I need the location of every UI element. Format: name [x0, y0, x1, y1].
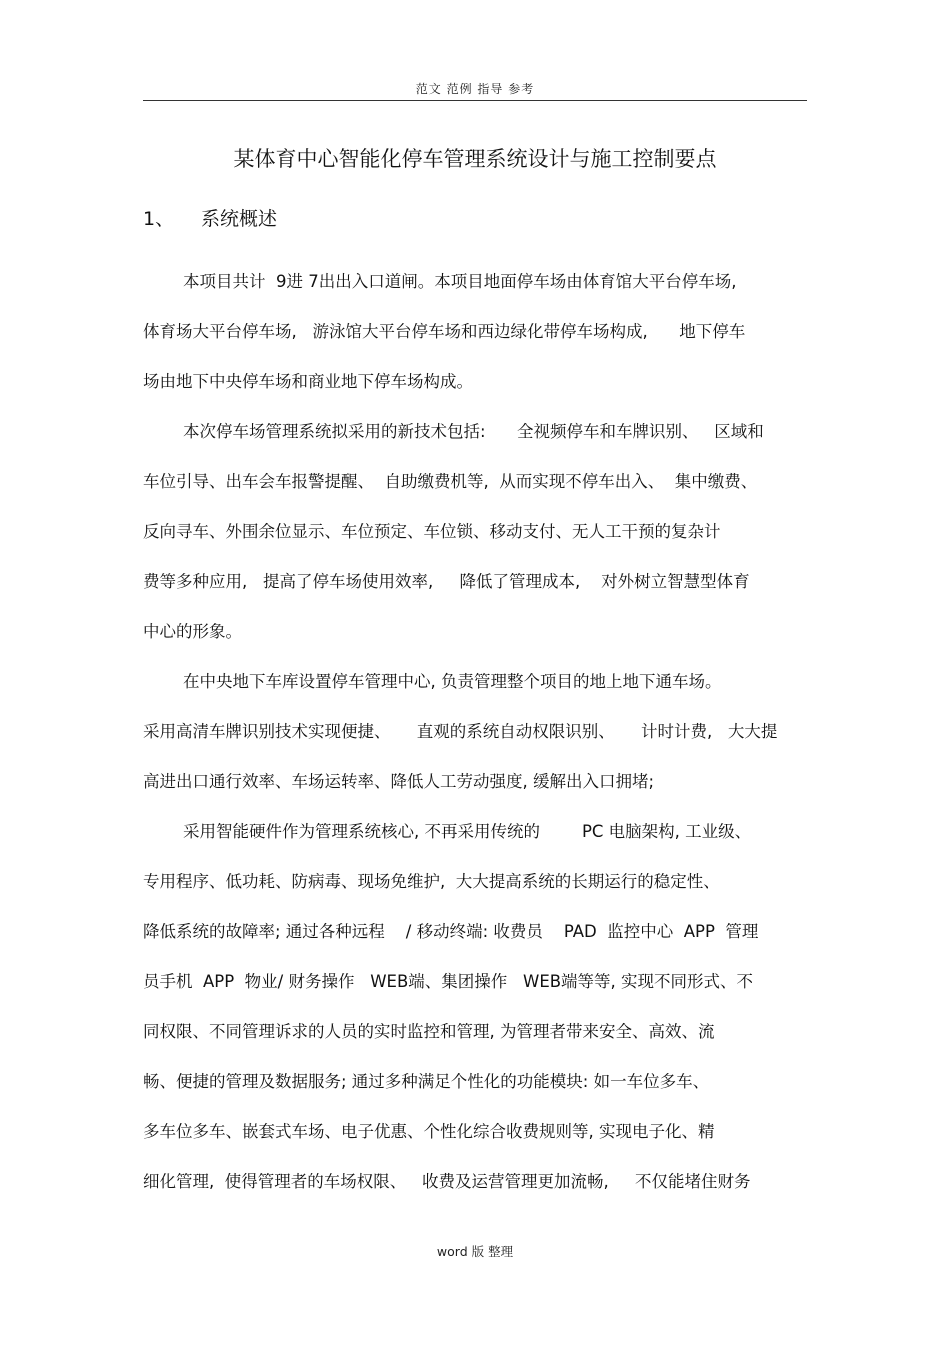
paragraph-line: 采用智能硬件作为管理系统核心, 不再采用传统的 PC 电脑架构, 工业级、: [183, 822, 752, 841]
section-heading: [143, 204, 277, 231]
document-title: 某体育中心智能化停车管理系统设计与施工控制要点: [233, 147, 717, 171]
paragraph-line: 车位引导、出车会车报警提醒、 自助缴费机等, 从而实现不停车出入、 集中缴费、: [143, 472, 758, 491]
paragraph-line: 在中央地下车库设置停车管理中心, 负责管理整个项目的地上地下通车场。: [183, 672, 722, 691]
paragraph-line: 体育场大平台停车场, 游泳馆大平台停车场和西边绿化带停车场构成, 地下停车: [143, 322, 746, 341]
paragraph-line: 中心的形象。: [143, 622, 242, 641]
paragraph-line: 专用程序、低功耗、防病毒、现场免维护, 大大提高系统的长期运行的稳定性、: [143, 872, 720, 891]
paragraph-line: 本项目共计 9进 7出出入口道闸。本项目地面停车场由体育馆大平台停车场,: [183, 272, 737, 291]
section-title: 系统概述: [201, 208, 278, 230]
paragraph-line: 多车位多车、嵌套式车场、电子优惠、个性化综合收费规则等, 实现电子化、精: [143, 1122, 715, 1141]
paragraph-line: 本次停车场管理系统拟采用的新技术包括: 全视频停车和车牌识别、 区域和: [183, 422, 764, 441]
paragraph-line: 采用高清车牌识别技术实现便捷、 直观的系统自动权限识别、 计时计费, 大大提: [143, 722, 778, 741]
paragraph-line: 高进出口通行效率、车场运转率、降低人工劳动强度, 缓解出入口拥堵;: [143, 772, 655, 791]
paragraph-line: 反向寻车、外围余位显示、车位预定、车位锁、移动支付、无人工干预的复杂计: [143, 522, 721, 541]
page-header: 范文 范例 指导 参考: [415, 82, 535, 96]
page-footer: word 版 整理: [436, 1244, 514, 1259]
paragraph-line: 同权限、不同管理诉求的人员的实时监控和管理, 为管理者带来安全、高效、流: [143, 1022, 715, 1041]
paragraph-line: 畅、便捷的管理及数据服务; 通过多种满足个性化的功能模块: 如一车位多车、: [143, 1072, 710, 1091]
header-divider: [143, 100, 807, 101]
section-number: 1、: [143, 208, 175, 230]
paragraph-line: 场由地下中央停车场和商业地下停车场构成。: [143, 372, 473, 391]
paragraph-line: 员手机 APP 物业/ 财务操作 WEB端、集团操作 WEB端等等, 实现不同形式、不: [143, 972, 754, 991]
paragraph-line: 降低系统的故障率; 通过各种远程 / 移动终端: 收费员 PAD 监控中心 APP 管理: [143, 922, 759, 941]
paragraph-line: 细化管理, 使得管理者的车场权限、 收费及运营管理更加流畅, 不仅能堵住财务: [143, 1172, 751, 1191]
paragraph-line: 费等多种应用, 提高了停车场使用效率, 降低了管理成本, 对外树立智慧型体育: [143, 572, 750, 591]
